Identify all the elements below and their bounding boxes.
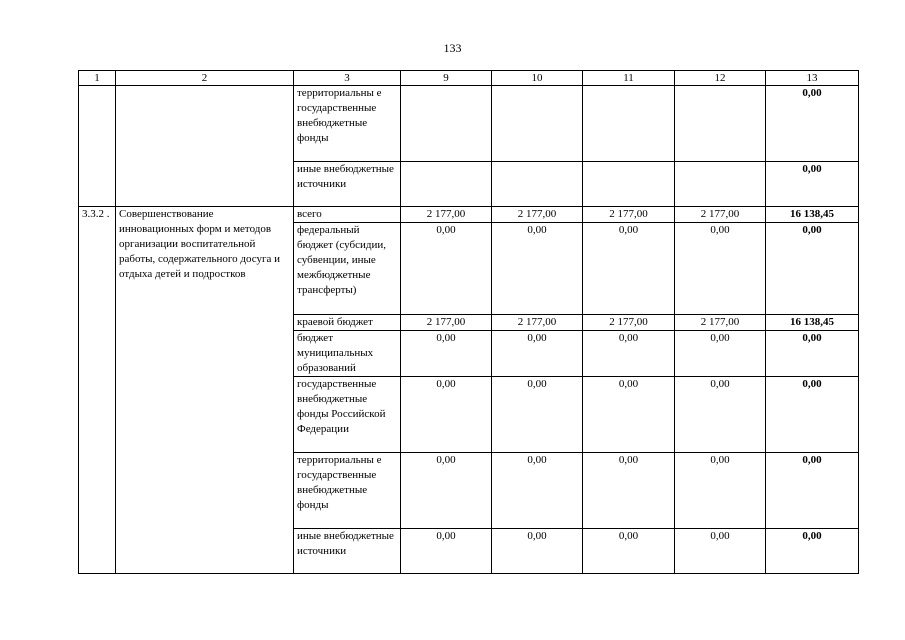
total-cell: 0,00 bbox=[766, 223, 859, 315]
value-cell: 2 177,00 bbox=[492, 315, 583, 331]
value-cell: 0,00 bbox=[401, 223, 492, 315]
title-cell-empty bbox=[116, 86, 294, 207]
header-col-1: 1 bbox=[79, 71, 116, 86]
value-cell: 2 177,00 bbox=[675, 315, 766, 331]
source-cell: всего bbox=[294, 207, 401, 223]
total-cell: 16 138,45 bbox=[766, 315, 859, 331]
value-cell: 2 177,00 bbox=[583, 207, 675, 223]
value-cell: 2 177,00 bbox=[583, 315, 675, 331]
value-cell: 0,00 bbox=[492, 377, 583, 453]
value-cell: 0,00 bbox=[675, 529, 766, 574]
value-cell: 0,00 bbox=[583, 453, 675, 529]
source-cell: территориальны е государственные внебюджетные фонды bbox=[294, 453, 401, 529]
source-cell: государственные внебюджетные фонды Российской Федерации bbox=[294, 377, 401, 453]
header-col-12: 12 bbox=[675, 71, 766, 86]
header-col-13: 13 bbox=[766, 71, 859, 86]
value-cell: 0,00 bbox=[492, 529, 583, 574]
value-cell: 0,00 bbox=[492, 331, 583, 377]
value-cell bbox=[492, 86, 583, 162]
value-cell: 2 177,00 bbox=[401, 207, 492, 223]
value-cell: 0,00 bbox=[583, 331, 675, 377]
section-title: Совершенствование инновационных форм и методов организации воспитательной работы, содержательного досуга и отдыха детей и подростков bbox=[116, 207, 294, 574]
value-cell: 2 177,00 bbox=[401, 315, 492, 331]
header-col-11: 11 bbox=[583, 71, 675, 86]
source-cell: федеральный бюджет (субсидии, субвенции, иные межбюджетные трансферты) bbox=[294, 223, 401, 315]
value-cell: 0,00 bbox=[583, 377, 675, 453]
table-row bbox=[79, 207, 859, 223]
value-cell: 0,00 bbox=[675, 453, 766, 529]
value-cell bbox=[401, 162, 492, 207]
value-cell: 2 177,00 bbox=[492, 207, 583, 223]
value-cell: 0,00 bbox=[675, 331, 766, 377]
value-cell: 0,00 bbox=[492, 223, 583, 315]
total-cell: 0,00 bbox=[766, 331, 859, 377]
source-cell: территориальны е государственные внебюджетные фонды bbox=[294, 86, 401, 162]
value-cell: 0,00 bbox=[583, 223, 675, 315]
value-cell: 0,00 bbox=[401, 529, 492, 574]
header-col-2: 2 bbox=[116, 71, 294, 86]
value-cell bbox=[401, 86, 492, 162]
total-cell: 0,00 bbox=[766, 86, 859, 162]
total-cell: 0,00 bbox=[766, 453, 859, 529]
header-row bbox=[79, 71, 859, 86]
total-cell: 0,00 bbox=[766, 377, 859, 453]
total-cell: 0,00 bbox=[766, 529, 859, 574]
value-cell bbox=[583, 162, 675, 207]
page-number: 133 bbox=[443, 41, 462, 55]
value-cell: 0,00 bbox=[675, 377, 766, 453]
budget-table bbox=[78, 70, 859, 574]
table-row bbox=[79, 86, 859, 162]
source-cell: краевой бюджет bbox=[294, 315, 401, 331]
value-cell bbox=[675, 162, 766, 207]
value-cell bbox=[492, 162, 583, 207]
code-cell-empty bbox=[79, 86, 116, 207]
source-cell: бюджет муниципальных образований bbox=[294, 331, 401, 377]
value-cell: 0,00 bbox=[401, 377, 492, 453]
value-cell bbox=[583, 86, 675, 162]
source-cell: иные внебюджетные источники bbox=[294, 162, 401, 207]
header-col-10: 10 bbox=[492, 71, 583, 86]
header-col-9: 9 bbox=[401, 71, 492, 86]
value-cell: 0,00 bbox=[401, 331, 492, 377]
total-cell: 16 138,45 bbox=[766, 207, 859, 223]
value-cell: 0,00 bbox=[492, 453, 583, 529]
value-cell: 0,00 bbox=[583, 529, 675, 574]
value-cell: 0,00 bbox=[675, 223, 766, 315]
source-cell: иные внебюджетные источники bbox=[294, 529, 401, 574]
value-cell: 2 177,00 bbox=[675, 207, 766, 223]
header-col-3: 3 bbox=[294, 71, 401, 86]
value-cell bbox=[675, 86, 766, 162]
value-cell: 0,00 bbox=[401, 453, 492, 529]
section-code: 3.3.2 . bbox=[79, 207, 116, 574]
total-cell: 0,00 bbox=[766, 162, 859, 207]
